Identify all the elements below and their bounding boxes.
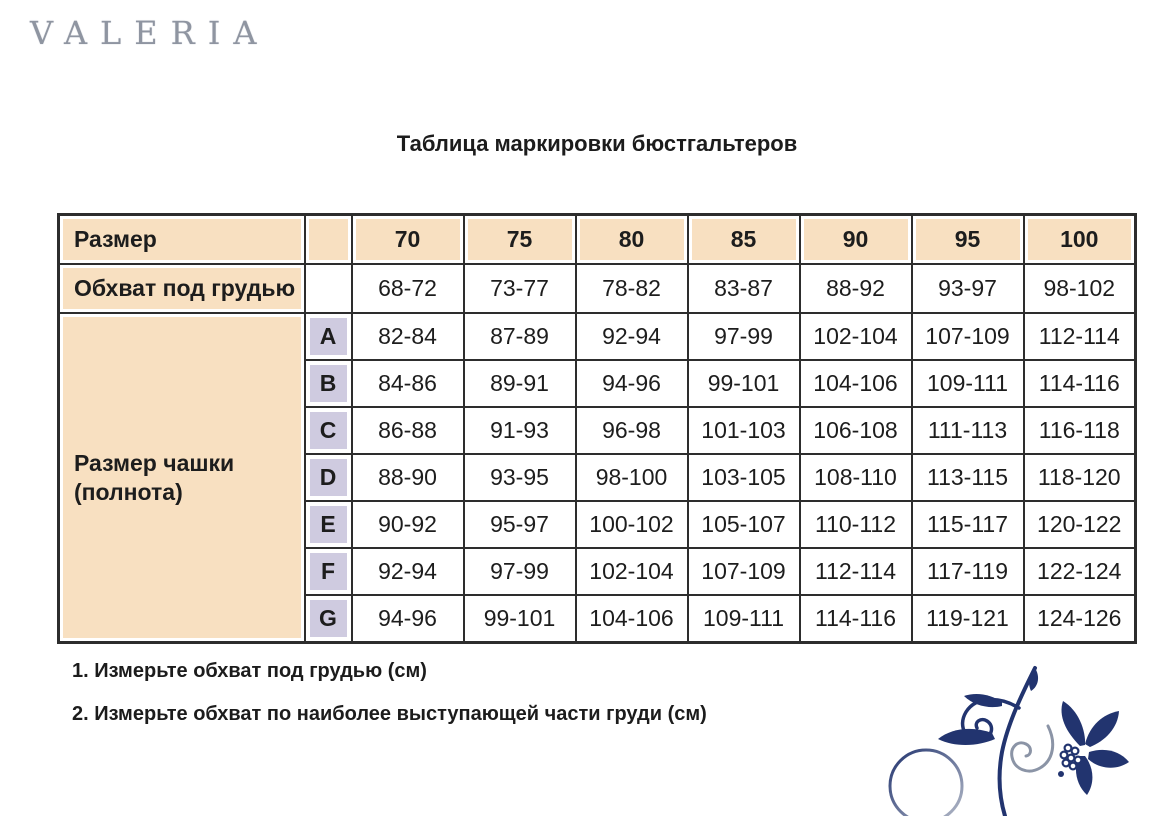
bust-range-cell: 86-88 bbox=[352, 407, 464, 454]
bust-range-cell: 104-106 bbox=[800, 360, 912, 407]
cup-section-label: Размер чашки (полнота) bbox=[59, 313, 305, 643]
bust-range-cell: 98-100 bbox=[576, 454, 688, 501]
bust-range-cell: 114-116 bbox=[800, 595, 912, 643]
bust-range-cell: 105-107 bbox=[688, 501, 800, 548]
bust-range-cell: 88-90 bbox=[352, 454, 464, 501]
bra-size-table bbox=[57, 213, 1137, 644]
size-column-header: 95 bbox=[912, 215, 1024, 265]
bust-range-cell: 95-97 bbox=[464, 501, 576, 548]
bust-range-cell: 112-114 bbox=[800, 548, 912, 595]
bust-range-cell: 102-104 bbox=[800, 313, 912, 360]
bust-range-cell: 118-120 bbox=[1024, 454, 1136, 501]
bust-range-cell: 119-121 bbox=[912, 595, 1024, 643]
bust-range-cell: 97-99 bbox=[688, 313, 800, 360]
bust-range-cell: 109-111 bbox=[688, 595, 800, 643]
cup-letter-cell: F bbox=[305, 548, 352, 595]
bust-range-cell: 124-126 bbox=[1024, 595, 1136, 643]
cup-letter-cell: E bbox=[305, 501, 352, 548]
bust-range-cell: 82-84 bbox=[352, 313, 464, 360]
size-row-spacer-cell bbox=[305, 215, 352, 265]
bust-range-cell: 103-105 bbox=[688, 454, 800, 501]
bust-range-cell: 115-117 bbox=[912, 501, 1024, 548]
size-column-header: 90 bbox=[800, 215, 912, 265]
size-column-header: 100 bbox=[1024, 215, 1136, 265]
bust-range-cell: 122-124 bbox=[1024, 548, 1136, 595]
underbust-range-cell: 83-87 bbox=[688, 264, 800, 313]
size-column-header: 80 bbox=[576, 215, 688, 265]
size-column-header: 85 bbox=[688, 215, 800, 265]
bust-range-cell: 99-101 bbox=[688, 360, 800, 407]
bust-range-cell: 107-109 bbox=[912, 313, 1024, 360]
underbust-range-cell: 88-92 bbox=[800, 264, 912, 313]
bust-range-cell: 89-91 bbox=[464, 360, 576, 407]
bust-range-cell: 116-118 bbox=[1024, 407, 1136, 454]
cup-letter-cell: C bbox=[305, 407, 352, 454]
size-header-row bbox=[59, 215, 1136, 265]
bust-range-cell: 84-86 bbox=[352, 360, 464, 407]
underbust-row bbox=[59, 264, 1136, 313]
floral-swirl-ornament-icon bbox=[852, 656, 1152, 816]
cup-row-A bbox=[59, 313, 1136, 360]
cup-letter-cell: B bbox=[305, 360, 352, 407]
size-column-header: 75 bbox=[464, 215, 576, 265]
underbust-range-cell: 68-72 bbox=[352, 264, 464, 313]
bust-range-cell: 94-96 bbox=[576, 360, 688, 407]
bust-range-cell: 97-99 bbox=[464, 548, 576, 595]
bust-range-cell: 100-102 bbox=[576, 501, 688, 548]
page-title: Таблица маркировки бюстгальтеров bbox=[396, 131, 798, 156]
bust-range-cell: 93-95 bbox=[464, 454, 576, 501]
brand-logo: VALERIA bbox=[30, 14, 270, 52]
underbust-range-cell: 73-77 bbox=[464, 264, 576, 313]
size-table bbox=[57, 213, 1137, 644]
underbust-range-cell: 98-102 bbox=[1024, 264, 1136, 313]
bust-range-cell: 107-109 bbox=[688, 548, 800, 595]
bust-range-cell: 92-94 bbox=[576, 313, 688, 360]
bust-range-cell: 102-104 bbox=[576, 548, 688, 595]
bust-range-cell: 90-92 bbox=[352, 501, 464, 548]
underbust-range-cell: 93-97 bbox=[912, 264, 1024, 313]
bust-range-cell: 104-106 bbox=[576, 595, 688, 643]
bust-range-cell: 120-122 bbox=[1024, 501, 1136, 548]
bust-range-cell: 96-98 bbox=[576, 407, 688, 454]
bust-range-cell: 111-113 bbox=[912, 407, 1024, 454]
size-column-header: 70 bbox=[352, 215, 464, 265]
bust-range-cell: 87-89 bbox=[464, 313, 576, 360]
bust-range-cell: 112-114 bbox=[1024, 313, 1136, 360]
underbust-range-cell: 78-82 bbox=[576, 264, 688, 313]
bust-range-cell: 91-93 bbox=[464, 407, 576, 454]
bust-range-cell: 113-115 bbox=[912, 454, 1024, 501]
bust-range-cell: 99-101 bbox=[464, 595, 576, 643]
bust-range-cell: 109-111 bbox=[912, 360, 1024, 407]
instruction-step-1: 1. Измерьте обхват под грудью (см) bbox=[72, 660, 427, 682]
bust-range-cell: 108-110 bbox=[800, 454, 912, 501]
bust-range-cell: 92-94 bbox=[352, 548, 464, 595]
size-row-label: Размер bbox=[59, 215, 305, 265]
cup-letter-cell: A bbox=[305, 313, 352, 360]
bust-range-cell: 101-103 bbox=[688, 407, 800, 454]
bust-range-cell: 106-108 bbox=[800, 407, 912, 454]
underbust-row-label: Обхват под грудью bbox=[59, 264, 305, 313]
bust-range-cell: 114-116 bbox=[1024, 360, 1136, 407]
cup-letter-cell: G bbox=[305, 595, 352, 643]
bust-range-cell: 110-112 bbox=[800, 501, 912, 548]
underbust-spacer-cell bbox=[305, 264, 352, 313]
bust-range-cell: 117-119 bbox=[912, 548, 1024, 595]
cup-letter-cell: D bbox=[305, 454, 352, 501]
bust-range-cell: 94-96 bbox=[352, 595, 464, 643]
instruction-step-2: 2. Измерьте обхват по наиболее выступающей части груди (см) bbox=[72, 703, 707, 725]
